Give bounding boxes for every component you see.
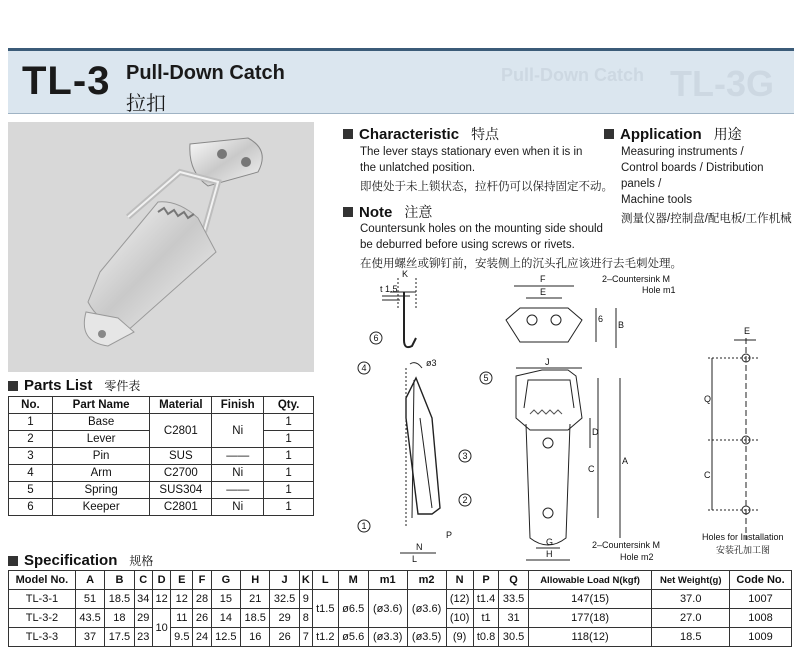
- technical-drawing: [320, 268, 794, 568]
- bullet-square-icon: [8, 381, 18, 391]
- dim-q: Q: [704, 394, 712, 404]
- dim-c: C: [588, 464, 595, 474]
- header-ghost-title: Pull-Down Catch: [501, 65, 644, 85]
- dim-l: L: [412, 554, 418, 564]
- note-heading: Note 注意: [343, 202, 432, 222]
- callout-6: 6: [373, 333, 379, 343]
- dim-e: E: [540, 287, 547, 297]
- dim-b: B: [618, 320, 625, 330]
- table-row: TL-3-3 37 17.5 23 9.5 24 12.5 16 26 7 t1.2 ø5.6 (ø3.3) (ø3.5) (9) t0.8 30.5 118(12) 18.5 1009: [9, 628, 792, 647]
- dim-j: J: [545, 357, 550, 367]
- note-text: Countersunk holes on the mounting side should be deburred before using screws or rivets. 在使用螺丝或铆钉前，安装侧上的沉头孔应该进行去毛刺处理。: [360, 223, 682, 270]
- product-photo: [8, 122, 314, 372]
- dim-t15: t 1.5: [380, 284, 398, 294]
- dim-d: D: [592, 427, 599, 437]
- callout-4: 4: [361, 363, 367, 373]
- dim-n: N: [416, 542, 423, 552]
- dim-p: P: [446, 530, 453, 540]
- table-row: 6 Keeper C2801 Ni 1: [9, 499, 314, 516]
- table-row: TL-3-2 43.5 18 29 10 11 26 14 18.5 29 8 (10) t1 31 177(18) 27.0 1008: [9, 609, 792, 628]
- dim-a: A: [622, 456, 629, 466]
- model-id: TL-3: [22, 59, 111, 103]
- dim-6: 6: [598, 314, 604, 324]
- title-band: [8, 48, 794, 114]
- install-label: Holes for Installation: [702, 532, 784, 542]
- countersink-top-label: 2–Countersink M: [602, 274, 671, 284]
- characteristic-heading: Characteristic 特点: [343, 124, 499, 144]
- callout-5: 5: [483, 373, 489, 383]
- header-ghost-id: TL-3G: [670, 63, 774, 104]
- application-heading: Application 用途: [604, 124, 742, 144]
- bullet-square-icon: [343, 207, 353, 217]
- table-row: 3 Pin SUS —— 1: [9, 448, 314, 465]
- table-row: TL-3-1 51 18.5 34 12 12 28 15 21 32.5 9 t1.5 ø6.5 (ø3.6) (ø3.6) (12) t1.4 33.5 147(15) 37.0 1007: [9, 590, 792, 609]
- table-row: 5 Spring SUS304 —— 1: [9, 482, 314, 499]
- dim-h: H: [546, 549, 553, 559]
- hole-m1-label: Hole m1: [642, 285, 676, 295]
- dim-e-install: E: [744, 326, 751, 336]
- characteristic-text: The lever stays stationary even when it is in the unlatched position. 即使处于未上锁状态，拉杆仍可以保持固定不动。: [360, 146, 613, 193]
- table-row: 4 Arm C2700 Ni 1: [9, 465, 314, 482]
- hole-m2-label: Hole m2: [620, 552, 654, 562]
- table-row: 2 Lever 1: [9, 431, 314, 448]
- callout-2: 2: [462, 495, 468, 505]
- dim-c-install: C: [704, 470, 711, 480]
- specification-table: [8, 570, 792, 647]
- parts-table: [8, 396, 314, 516]
- callout-1: 1: [361, 521, 367, 531]
- bullet-square-icon: [604, 129, 614, 139]
- parts-list-heading: Parts List 零件表: [8, 377, 140, 394]
- bullet-square-icon: [343, 129, 353, 139]
- callout-3: 3: [462, 451, 468, 461]
- table-header-row: Model No. A B C D E F G H J K L M m1 m2 N P Q Allowable Load N(kgf) Net Weight(g) Code No.: [9, 571, 792, 590]
- table-header-row: No. Part Name Material Finish Qty.: [9, 397, 314, 414]
- dim-k: K: [402, 269, 409, 279]
- table-row: 1 Base C2801 Ni 1: [9, 414, 314, 431]
- product-title-cn: 拉扣: [126, 93, 166, 115]
- dim-f: F: [540, 274, 546, 284]
- specification-heading: Specification 规格: [8, 552, 153, 569]
- bullet-square-icon: [8, 556, 18, 566]
- dim-phi3: ø3: [426, 358, 437, 368]
- dim-g: G: [546, 537, 554, 547]
- install-label-cn: 安装孔加工图: [716, 545, 771, 555]
- countersink-bottom-label: 2–Countersink M: [592, 540, 661, 550]
- application-text: Measuring instruments / Control boards / Distribution panels / Machine tools 测量仪器/控制盘/配电板/工作机械: [621, 146, 792, 225]
- product-title: Pull-Down Catch: [126, 62, 285, 84]
